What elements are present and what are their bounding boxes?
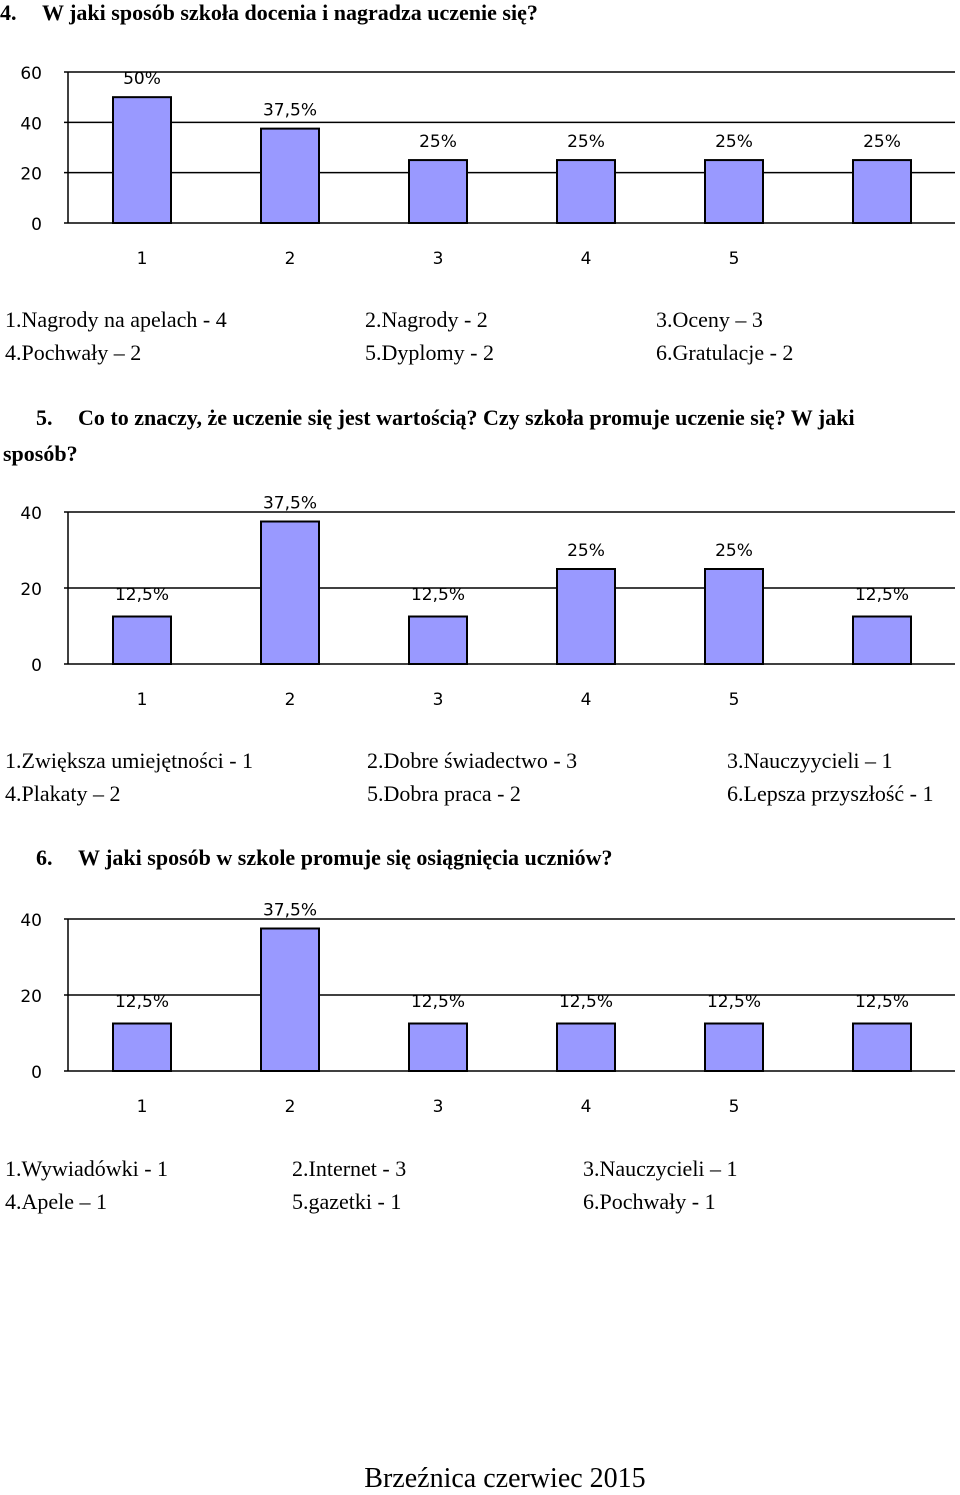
y-tick-label: 0 bbox=[31, 1063, 42, 1083]
legend-item: 3.Nauczyycieli – 1 bbox=[727, 748, 893, 773]
y-tick-label: 60 bbox=[20, 64, 42, 84]
x-tick-label: 4 bbox=[580, 1097, 592, 1117]
y-tick-label: 40 bbox=[20, 911, 42, 931]
y-tick-label: 0 bbox=[31, 215, 42, 235]
data-label: 25% bbox=[715, 541, 753, 561]
data-label: 12,5% bbox=[410, 585, 466, 605]
legend-item: 2.Dobre świadectwo - 3 bbox=[367, 748, 578, 773]
legend-item: 1.Nagrody na apelach - 4 bbox=[5, 307, 227, 332]
y-tick-label: 40 bbox=[20, 114, 42, 135]
legend-item: 5.gazetki - 1 bbox=[292, 1189, 402, 1214]
legend-item: 4.Apele – 1 bbox=[5, 1189, 108, 1214]
x-tick-label: 1 bbox=[136, 1097, 148, 1117]
data-label: 25% bbox=[863, 132, 901, 153]
data-label: 12,5% bbox=[854, 992, 910, 1012]
heading-text: Co to znaczy, że uczenie się jest wartością? Czy szkoła promuje uczenie się? W jaki bbox=[78, 405, 855, 430]
x-tick-label: 1 bbox=[136, 249, 148, 269]
x-tick-label: 5 bbox=[728, 690, 740, 710]
data-label: 12,5% bbox=[558, 992, 614, 1012]
data-label: 25% bbox=[567, 132, 605, 153]
x-tick-label: 3 bbox=[432, 690, 444, 710]
bar bbox=[261, 929, 319, 1072]
legend-item: 6.Pochwały - 1 bbox=[583, 1189, 716, 1214]
heading-number: 6. bbox=[36, 845, 53, 870]
legend-item: 6.Lepsza przyszłość - 1 bbox=[727, 781, 934, 806]
x-tick-label: 3 bbox=[432, 1097, 444, 1117]
heading-number: 4. bbox=[0, 0, 17, 25]
legend-item: 4.Pochwały – 2 bbox=[5, 340, 142, 365]
heading-text: W jaki sposób w szkole promuje się osiągnięcia uczniów? bbox=[78, 845, 613, 870]
legend-item: 1.Wywiadówki - 1 bbox=[5, 1156, 169, 1181]
x-tick-label: 2 bbox=[284, 1097, 296, 1117]
data-label: 12,5% bbox=[410, 992, 466, 1012]
section-5-heading-cont: sposób? bbox=[3, 441, 78, 466]
bar bbox=[705, 1024, 763, 1072]
data-label: 12,5% bbox=[854, 585, 910, 605]
heading-text: W jaki sposób szkoła docenia i nagradza uczenie się? bbox=[42, 0, 538, 25]
data-label: 12,5% bbox=[114, 992, 170, 1012]
x-tick-label: 1 bbox=[136, 690, 148, 710]
legend-item: 2.Nagrody - 2 bbox=[365, 307, 488, 332]
data-label: 25% bbox=[419, 132, 457, 153]
legend-item: 2.Internet - 3 bbox=[292, 1156, 407, 1181]
data-label: 50% bbox=[123, 69, 161, 90]
data-label: 25% bbox=[715, 132, 753, 153]
x-tick-label: 5 bbox=[728, 1097, 740, 1117]
x-tick-label: 2 bbox=[284, 690, 296, 710]
y-tick-label: 20 bbox=[20, 164, 42, 185]
heading-number: 5. bbox=[36, 405, 53, 430]
bar bbox=[113, 1024, 171, 1072]
legend-item: 4.Plakaty – 2 bbox=[5, 781, 121, 806]
x-tick-label: 5 bbox=[728, 249, 740, 269]
x-tick-label: 4 bbox=[580, 690, 592, 710]
data-label: 37,5% bbox=[262, 493, 318, 514]
x-tick-label: 3 bbox=[432, 249, 444, 269]
data-label: 12,5% bbox=[706, 992, 762, 1012]
y-tick-label: 40 bbox=[20, 504, 42, 524]
bar bbox=[853, 1024, 911, 1072]
legend-item: 5.Dobra praca - 2 bbox=[367, 781, 521, 806]
y-tick-label: 20 bbox=[20, 987, 42, 1007]
y-tick-label: 20 bbox=[20, 580, 42, 600]
bar bbox=[557, 1024, 615, 1072]
x-tick-label: 4 bbox=[580, 249, 592, 269]
bar bbox=[409, 1024, 467, 1072]
legend-item: 3.Oceny – 3 bbox=[656, 307, 763, 332]
y-tick-label: 0 bbox=[31, 656, 42, 676]
data-label: 12,5% bbox=[114, 585, 170, 605]
x-tick-label: 2 bbox=[284, 249, 296, 269]
data-label: 37,5% bbox=[262, 100, 318, 121]
legend-item: 5.Dyplomy - 2 bbox=[365, 340, 494, 365]
data-label: 37,5% bbox=[262, 900, 318, 921]
legend-item: 6.Gratulacje - 2 bbox=[656, 340, 794, 365]
data-label: 25% bbox=[567, 541, 605, 561]
legend-item: 3.Nauczycieli – 1 bbox=[583, 1156, 738, 1181]
footer: Brzeźnica czerwiec 2015 bbox=[364, 1463, 646, 1494]
legend-item: 1.Zwiększa umiejętności - 1 bbox=[5, 748, 254, 773]
